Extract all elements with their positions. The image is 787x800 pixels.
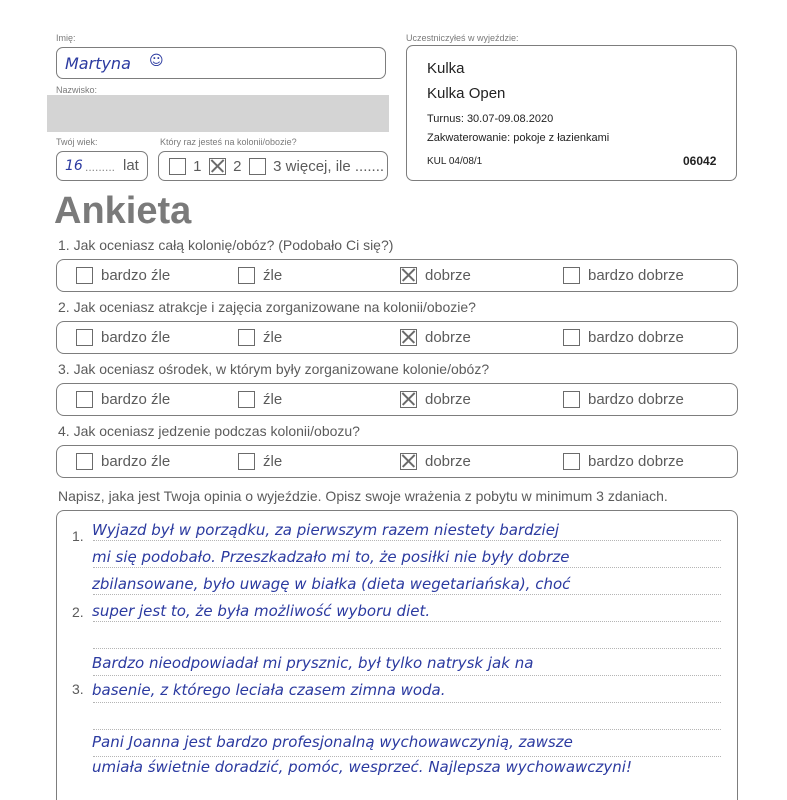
visit-option-2[interactable]: 2: [209, 157, 242, 175]
checkbox-icon: [249, 158, 266, 175]
visit-label: Który raz jesteś na kolonii/obozie?: [160, 137, 297, 147]
checkbox-icon: [238, 391, 255, 408]
visit-option-3[interactable]: 3 więcej, ile .......: [249, 157, 384, 175]
ruled-line: [93, 729, 721, 730]
checkbox-icon: [563, 267, 580, 284]
option-dobrze[interactable]: dobrze: [400, 266, 471, 284]
age-label: Twój wiek:: [56, 137, 98, 147]
option-bardzo-zle[interactable]: bardzo źle: [76, 390, 170, 408]
question-text: 1. Jak oceniasz całą kolonię/obóz? (Podobało Ci się?): [58, 237, 394, 253]
opinion-line-8: umiała świetnie doradzić, pomóc, wesprzeć. Najlepsza wychowawczyni!: [92, 758, 632, 776]
ruled-line: [93, 540, 721, 541]
checkbox-icon: [76, 453, 93, 470]
trip-subname: Kulka Open: [427, 85, 506, 102]
surname-label: Nazwisko:: [56, 85, 98, 95]
ruled-line: [93, 594, 721, 595]
option-bardzo-zle[interactable]: bardzo źle: [76, 328, 170, 346]
option-zle[interactable]: źle: [238, 266, 282, 284]
checked-checkbox-icon: [400, 453, 417, 470]
checkbox-icon: [76, 391, 93, 408]
visit-field[interactable]: [158, 151, 388, 181]
ruled-line: [93, 648, 721, 649]
opinion-line-7: Pani Joanna jest bardzo profesjonalną wychowawczynią, zawsze: [92, 733, 573, 751]
checked-checkbox-icon: [400, 329, 417, 346]
ruled-line: [93, 702, 721, 703]
answer-row: [56, 259, 738, 292]
ruled-line: [93, 567, 721, 568]
option-bardzo-zle[interactable]: bardzo źle: [76, 452, 170, 470]
option-dobrze[interactable]: dobrze: [400, 452, 471, 470]
option-zle[interactable]: źle: [238, 452, 282, 470]
answer-row: [56, 383, 738, 416]
checkbox-icon: [238, 453, 255, 470]
age-field[interactable]: [56, 151, 148, 181]
visit-option-1[interactable]: 1: [169, 157, 202, 175]
trip-turnus: Turnus: 30.07-09.08.2020: [427, 113, 554, 125]
checkbox-icon: [76, 329, 93, 346]
opinion-line-3: zbilansowane, było uwagę w białka (dieta wegetariańska), choć: [92, 575, 571, 593]
opinion-line-6: basenie, z którego leciała czasem zimna woda.: [92, 681, 446, 699]
opinion-line-4: super jest to, że była możliwość wyboru diet.: [92, 602, 431, 620]
option-zle[interactable]: źle: [238, 328, 282, 346]
trip-number: 06042: [683, 154, 717, 168]
option-bardzo-dobrze[interactable]: bardzo dobrze: [563, 390, 684, 408]
age-dots: .........: [85, 160, 116, 174]
checkbox-icon: [238, 267, 255, 284]
line-number-2: 2.: [72, 604, 84, 620]
trip-info-box: [406, 45, 737, 181]
option-bardzo-dobrze[interactable]: bardzo dobrze: [563, 452, 684, 470]
opinion-prompt: Napisz, jaka jest Twoja opinia o wyjeździe. Opisz swoje wrażenia z pobytu w minimum 3 zdaniach.: [58, 488, 668, 504]
ruled-line: [93, 756, 721, 757]
name-value: Martyna: [65, 54, 131, 73]
option-bardzo-dobrze[interactable]: bardzo dobrze: [563, 328, 684, 346]
answer-row: [56, 445, 738, 478]
name-label: Imię:: [56, 33, 76, 43]
option-dobrze[interactable]: dobrze: [400, 328, 471, 346]
opinion-line-1: Wyjazd był w porządku, za pierwszym razem niestety bardziej: [92, 521, 560, 539]
opinion-line-5: Bardzo nieodpowiadał mi prysznic, był tylko natrysk jak na: [92, 654, 534, 672]
checkbox-icon: [563, 329, 580, 346]
name-field[interactable]: [56, 47, 386, 79]
answer-row: [56, 321, 738, 354]
participant-label: Uczestniczyłeś w wyjeździe:: [406, 33, 519, 43]
smiley-icon: ☺: [149, 53, 164, 69]
checkbox-icon: [76, 267, 93, 284]
line-number-3: 3.: [72, 681, 84, 697]
option-dobrze[interactable]: dobrze: [400, 390, 471, 408]
question-text: 4. Jak oceniasz jedzenie podczas kolonii/obozu?: [58, 423, 360, 439]
trip-accommodation: Zakwaterowanie: pokoje z łazienkami: [427, 132, 610, 144]
surname-redaction: [47, 95, 389, 132]
trip-code: KUL 04/08/1: [427, 156, 483, 167]
age-unit: lat: [123, 157, 139, 174]
checked-checkbox-icon: [400, 391, 417, 408]
checkbox-icon: [169, 158, 186, 175]
checkbox-icon: [563, 391, 580, 408]
page-title: Ankieta: [54, 190, 192, 232]
opinion-line-2: mi się podobało. Przeszkadzało mi to, że posiłki nie były dobrze: [92, 548, 570, 566]
line-number-1: 1.: [72, 528, 84, 544]
option-zle[interactable]: źle: [238, 390, 282, 408]
ruled-line: [93, 621, 721, 622]
checkbox-icon: [238, 329, 255, 346]
checked-checkbox-icon: [400, 267, 417, 284]
age-value: 16: [65, 158, 83, 174]
ruled-line: [93, 675, 721, 676]
checkbox-icon: [563, 453, 580, 470]
trip-name: Kulka: [427, 60, 465, 77]
question-text: 3. Jak oceniasz ośrodek, w którym były zorganizowane kolonie/obóz?: [58, 361, 490, 377]
checked-checkbox-icon: [209, 158, 226, 175]
option-bardzo-zle[interactable]: bardzo źle: [76, 266, 170, 284]
question-text: 2. Jak oceniasz atrakcje i zajęcia zorganizowane na kolonii/obozie?: [58, 299, 476, 315]
option-bardzo-dobrze[interactable]: bardzo dobrze: [563, 266, 684, 284]
